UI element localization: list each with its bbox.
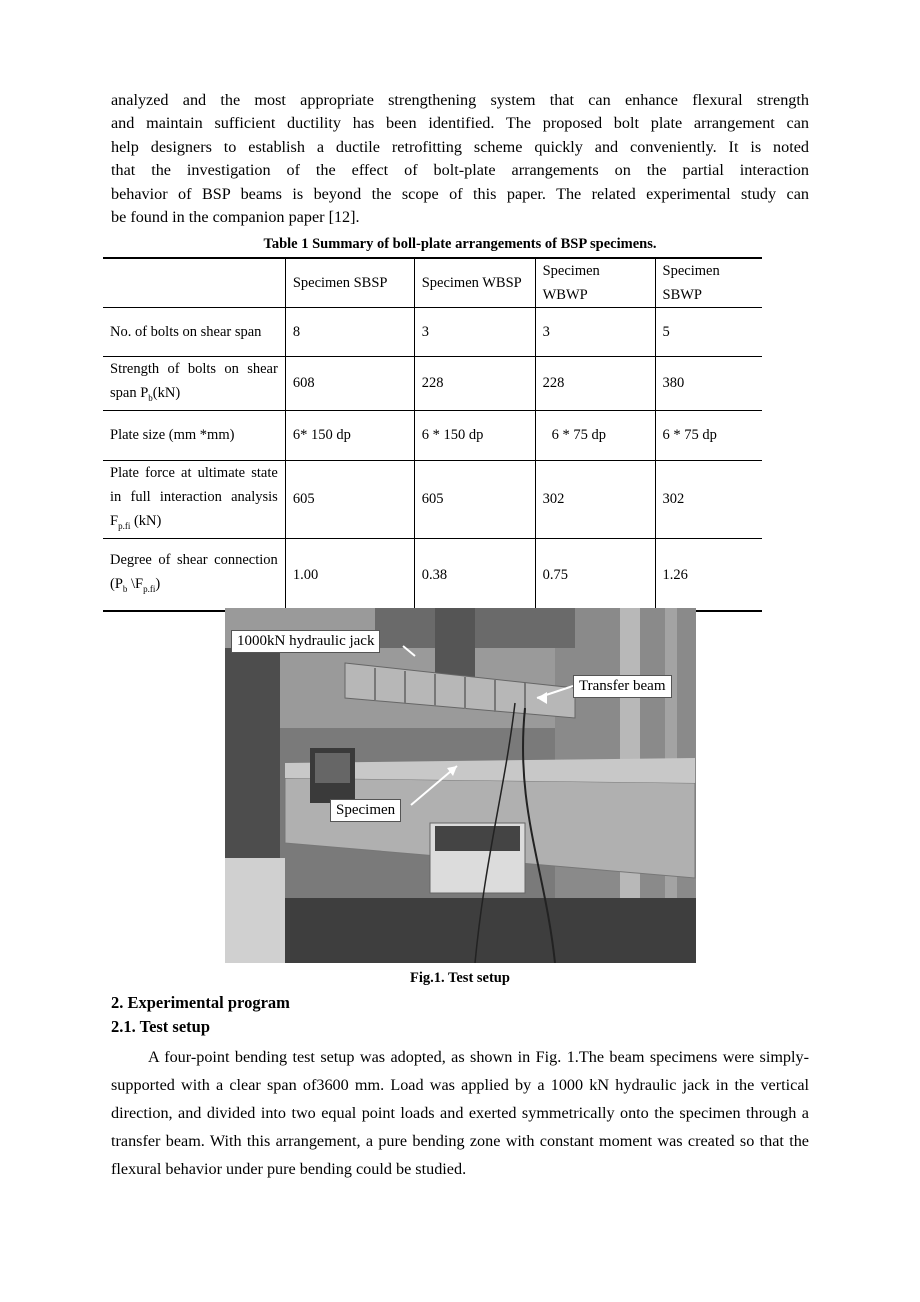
photo-illustration: [225, 608, 696, 963]
table-row: [103, 357, 762, 411]
row-label: Degree of shear connection ($P_b$ $\backslash F_{p.fi}$): [103, 538, 285, 611]
table-row: [103, 308, 762, 357]
intro-paragraph: [111, 89, 809, 229]
intro-line: behavior of BSP beams is beyond the scope of this paper. The related experimental study can: [111, 184, 809, 203]
table-cell: 380: [655, 357, 762, 411]
table-cell: 1.00: [285, 538, 414, 611]
specimen-label: Specimen: [330, 799, 401, 822]
table-row: [103, 538, 762, 611]
row-label: No. of bolts on shear span: [103, 308, 285, 357]
transfer-beam-label: Transfer beam: [573, 675, 672, 698]
table-cell: 608: [285, 357, 414, 411]
table-cell: 6* 150 dp: [285, 410, 414, 460]
summary-table: [103, 257, 762, 612]
row-label: Plate force at ultimate state in full interaction analysis $F_{p.fi}$ (kN): [103, 460, 285, 538]
figure-caption: Fig.1. Test setup: [410, 970, 510, 986]
table-cell: 6 * 150 dp: [414, 410, 535, 460]
intro-line: that the investigation of the effect of bolt-plate arrangements on the partial interaction: [111, 161, 809, 180]
table-cell: 302: [535, 460, 655, 538]
paragraph-text: A four-point bending test setup was adopted, as shown in Fig. 1.The beam specimens were simply-supported with a clear span of3600 mm. Load was applied by a 1000 kN hydraulic jack in the vertical direction, and divided into two equal point loads and exerted symmetrically onto the specimen through a transfer beam. With this arrangement, a pure bending zone with constant moment was created so that the flexural behavior under pure bending could be studied.: [111, 1048, 809, 1178]
row-label: Plate size (mm *mm): [103, 410, 285, 460]
table-caption: Table 1 Summary of boll-plate arrangements of BSP specimens.: [263, 236, 657, 252]
table-header-row: [103, 258, 762, 308]
row-label: Strength of bolts on shear span $P_b(kN)$: [103, 357, 285, 411]
subsection-heading: 2.1. Test setup: [111, 1017, 211, 1036]
section-heading: 2. Experimental program: [111, 993, 290, 1012]
table-cell: 5: [655, 308, 762, 357]
table-cell: 0.38: [414, 538, 535, 611]
table-cell: 3: [535, 308, 655, 357]
table-cell: 8: [285, 308, 414, 357]
intro-line: be found in the companion paper [12].: [111, 208, 360, 227]
intro-line: help designers to establish a ductile retrofitting scheme quickly and conveniently. It is noted: [111, 137, 809, 156]
table-cell: 228: [535, 357, 655, 411]
table-cell: 605: [414, 460, 535, 538]
header-cell: Specimen SBWP: [655, 258, 762, 308]
intro-line: and maintain sufficient ductility has been identified. The proposed bolt plate arrangement can: [111, 114, 809, 133]
table-cell: 1.26: [655, 538, 762, 611]
header-cell: [103, 258, 285, 308]
jack-label: 1000kN hydraulic jack: [231, 630, 380, 653]
header-cell: Specimen SBSP: [285, 258, 414, 308]
table-cell: 228: [414, 357, 535, 411]
test-setup-paragraph: [111, 1043, 809, 1183]
table-cell: 3: [414, 308, 535, 357]
table-cell: 6 * 75 dp: [655, 410, 762, 460]
table-cell: 605: [285, 460, 414, 538]
table-row: [103, 460, 762, 538]
table-cell: 302: [655, 460, 762, 538]
intro-line: analyzed and the most appropriate strengthening system that can enhance flexural strength: [111, 91, 809, 109]
header-cell: Specimen WBSP: [414, 258, 535, 308]
table-row: [103, 410, 762, 460]
table-cell: 6 * 75 dp: [535, 410, 655, 460]
header-cell: Specimen WBWP: [535, 258, 655, 308]
table-cell: 0.75: [535, 538, 655, 611]
test-setup-photo: [225, 608, 696, 963]
